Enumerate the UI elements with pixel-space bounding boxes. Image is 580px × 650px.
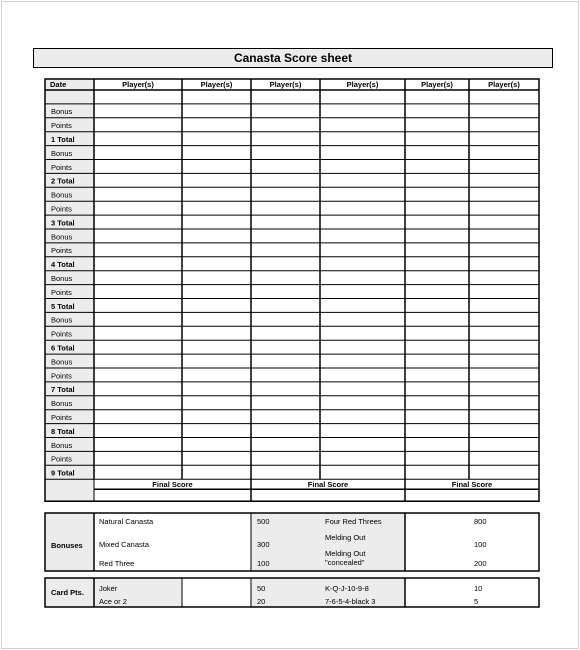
round-total-label: 5 Total xyxy=(51,301,75,311)
round-total-label: 6 Total xyxy=(51,343,75,353)
row-label: Bonus xyxy=(51,315,73,325)
bonus-name: Mixed Canasta xyxy=(99,540,150,549)
bonus-name: Red Three xyxy=(99,559,135,568)
round-total-label: 1 Total xyxy=(51,135,75,144)
row-label: Bonus xyxy=(51,399,73,409)
bonus-value: 100 xyxy=(474,540,487,549)
row-label: Bonus xyxy=(51,440,73,450)
row-label: Bonus xyxy=(51,190,73,200)
row-label: Bonus xyxy=(51,357,73,367)
bonus-value: 200 xyxy=(474,559,487,568)
player-header: Player(s) xyxy=(122,80,154,90)
row-label: Bonus xyxy=(51,148,73,158)
card-name: Joker xyxy=(99,584,118,593)
player-header: Player(s) xyxy=(269,80,302,90)
row-label: Points xyxy=(51,371,72,381)
card-value: 50 xyxy=(257,584,266,593)
bonus-value: 300 xyxy=(257,540,270,549)
bonus-name: "concealed" xyxy=(325,558,365,567)
row-label: Points xyxy=(51,204,72,214)
row-label: Bonus xyxy=(51,274,73,283)
row-label: Bonus xyxy=(51,107,73,117)
row-label: Points xyxy=(51,329,72,339)
player-header: Player(s) xyxy=(488,80,520,90)
bonus-value: 800 xyxy=(474,517,487,526)
bonuses-label: Bonuses xyxy=(51,541,83,550)
row-label: Points xyxy=(51,246,72,256)
bonus-value: 100 xyxy=(257,559,270,568)
sheet-title: Canasta Score sheet xyxy=(33,48,553,68)
card-name: Ace or 2 xyxy=(99,597,127,606)
card-value: 10 xyxy=(474,584,483,593)
date-header: Date xyxy=(50,80,67,90)
row-label: Points xyxy=(51,121,72,131)
bonus-name: Melding Out xyxy=(325,549,366,558)
round-total-label: 8 Total xyxy=(51,426,75,436)
round-total-label: 4 Total xyxy=(51,260,75,270)
round-total-label: 3 Total xyxy=(51,218,75,228)
bonus-name: Four Red Threes xyxy=(325,517,382,526)
card-name: 7-6-5-4-black 3 xyxy=(325,597,376,606)
bonus-name: Melding Out xyxy=(325,533,366,542)
bonus-value: 500 xyxy=(257,517,270,526)
card-value: 5 xyxy=(474,597,479,606)
final-score-label: Final Score xyxy=(307,479,349,489)
row-label: Points xyxy=(51,287,72,297)
row-label: Points xyxy=(51,413,72,422)
player-header: Player(s) xyxy=(346,80,379,90)
card-pts-label: Card Pts. xyxy=(51,588,84,597)
row-label: Bonus xyxy=(51,232,73,242)
round-total-label: 2 Total xyxy=(51,176,75,186)
final-score-label: Final Score xyxy=(451,479,493,489)
player-header: Player(s) xyxy=(421,80,453,90)
round-total-label: 9 Total xyxy=(51,468,75,478)
row-label: Points xyxy=(51,162,72,172)
row-label: Points xyxy=(51,454,72,464)
player-header: Player(s) xyxy=(200,80,233,90)
card-value: 20 xyxy=(257,597,266,606)
bonus-name: Natural Canasta xyxy=(99,517,154,526)
final-score-label: Final Score xyxy=(152,479,193,489)
card-name: K-Q-J-10-9-8 xyxy=(325,584,369,593)
round-total-label: 7 Total xyxy=(51,385,75,395)
